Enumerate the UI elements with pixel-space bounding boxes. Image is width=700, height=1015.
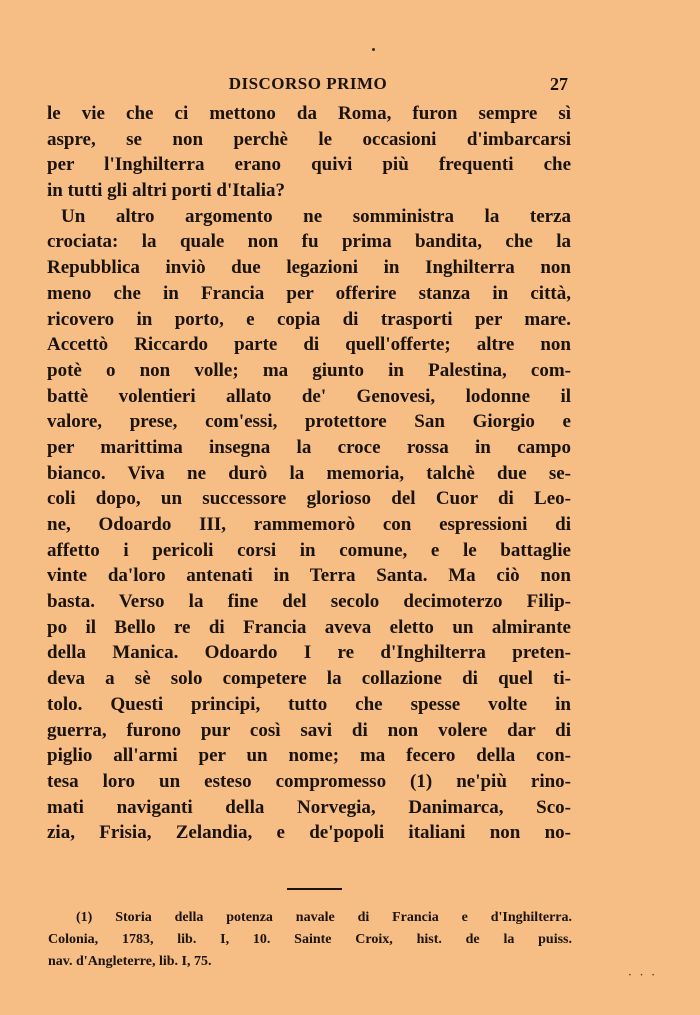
text-line: deva a sè solo competere la collazione di quel ti- (47, 668, 571, 690)
footnote-line: nav. d'Angleterre, lib. I, 75. (48, 954, 212, 969)
footnote-separator (287, 888, 342, 890)
text-line: zia, Frisia, Zelandia, e de'popoli italiani non no- (47, 822, 571, 844)
text-line: coli dopo, un successore glorioso del Cuor di Leo- (47, 488, 571, 510)
text-line: meno che in Francia per offerire stanza in città, (47, 282, 571, 304)
text-line: basta. Verso la fine del secolo decimoterzo Filip- (47, 591, 571, 613)
text-line: crociata: la quale non fu prima bandita, che la (47, 231, 571, 253)
text-line: per marittima insegna la croce rossa in campo (47, 436, 571, 458)
text-line: valore, prese, com'essi, protettore San Giorgio e (47, 411, 571, 433)
print-specks: · · · (628, 968, 658, 982)
text-line: ne, Odoardo III, rammemorò con espressioni di (47, 514, 571, 535)
text-line: aspre, se non perchè le occasioni d'imbarcarsi (47, 128, 571, 150)
footnote (48, 907, 572, 973)
text-line: della Manica. Odoardo I re d'Inghilterra preten- (47, 642, 571, 664)
text-line: Accettò Riccardo parte di quell'offerte; altre non (47, 334, 571, 356)
text-line: le vie che ci mettono da Roma, furon sempre sì (47, 103, 571, 124)
page-number: 27 (550, 74, 568, 94)
text-line: Repubblica inviò due legazioni in Inghilterra non (47, 257, 571, 279)
text-line: piglio all'armi per un nome; ma fecero della con- (47, 745, 571, 767)
text-line: guerra, furono pur così savi di non volere dar di (47, 719, 571, 741)
text-line: potè o non volle; ma giunto in Palestina, com- (47, 359, 571, 381)
text-line: tesa loro un esteso compromesso (1) ne'più rino- (47, 770, 571, 792)
text-line: bianco. Viva ne durò la memoria, talchè due se- (47, 462, 571, 484)
print-speck (372, 48, 375, 51)
running-title: DISCORSO PRIMO (228, 74, 388, 93)
text-line: vinte da'loro antenati in Terra Santa. Ma ciò non (47, 565, 571, 587)
body-text (47, 101, 571, 846)
text-line: per l'Inghilterra erano quivi più frequenti che (47, 154, 571, 176)
text-line: ricovero in porto, e copia di trasporti per mare. (47, 308, 571, 330)
text-line: battè volentieri allato de' Genovesi, lodonne il (47, 385, 571, 407)
page-header (48, 74, 568, 100)
footnote-line: (1) Storia della potenza navale di Francia e d'Inghilterra. (76, 910, 572, 925)
text-line: in tutti gli altri porti d'Italia? (47, 180, 286, 202)
text-line: Un altro argomento ne somministra la terza (61, 205, 571, 227)
text-line: mati naviganti della Norvegia, Danimarca, Sco- (47, 796, 571, 818)
text-line: affetto i pericoli corsi in comune, e le battaglie (47, 539, 571, 561)
text-line: po il Bello re di Francia aveva eletto un almirante (47, 616, 571, 638)
text-line: tolo. Questi principi, tutto che spesse volte in (47, 693, 571, 715)
footnote-line: Colonia, 1783, lib. I, 10. Sainte Croix, hist. de la puiss. (48, 932, 572, 947)
